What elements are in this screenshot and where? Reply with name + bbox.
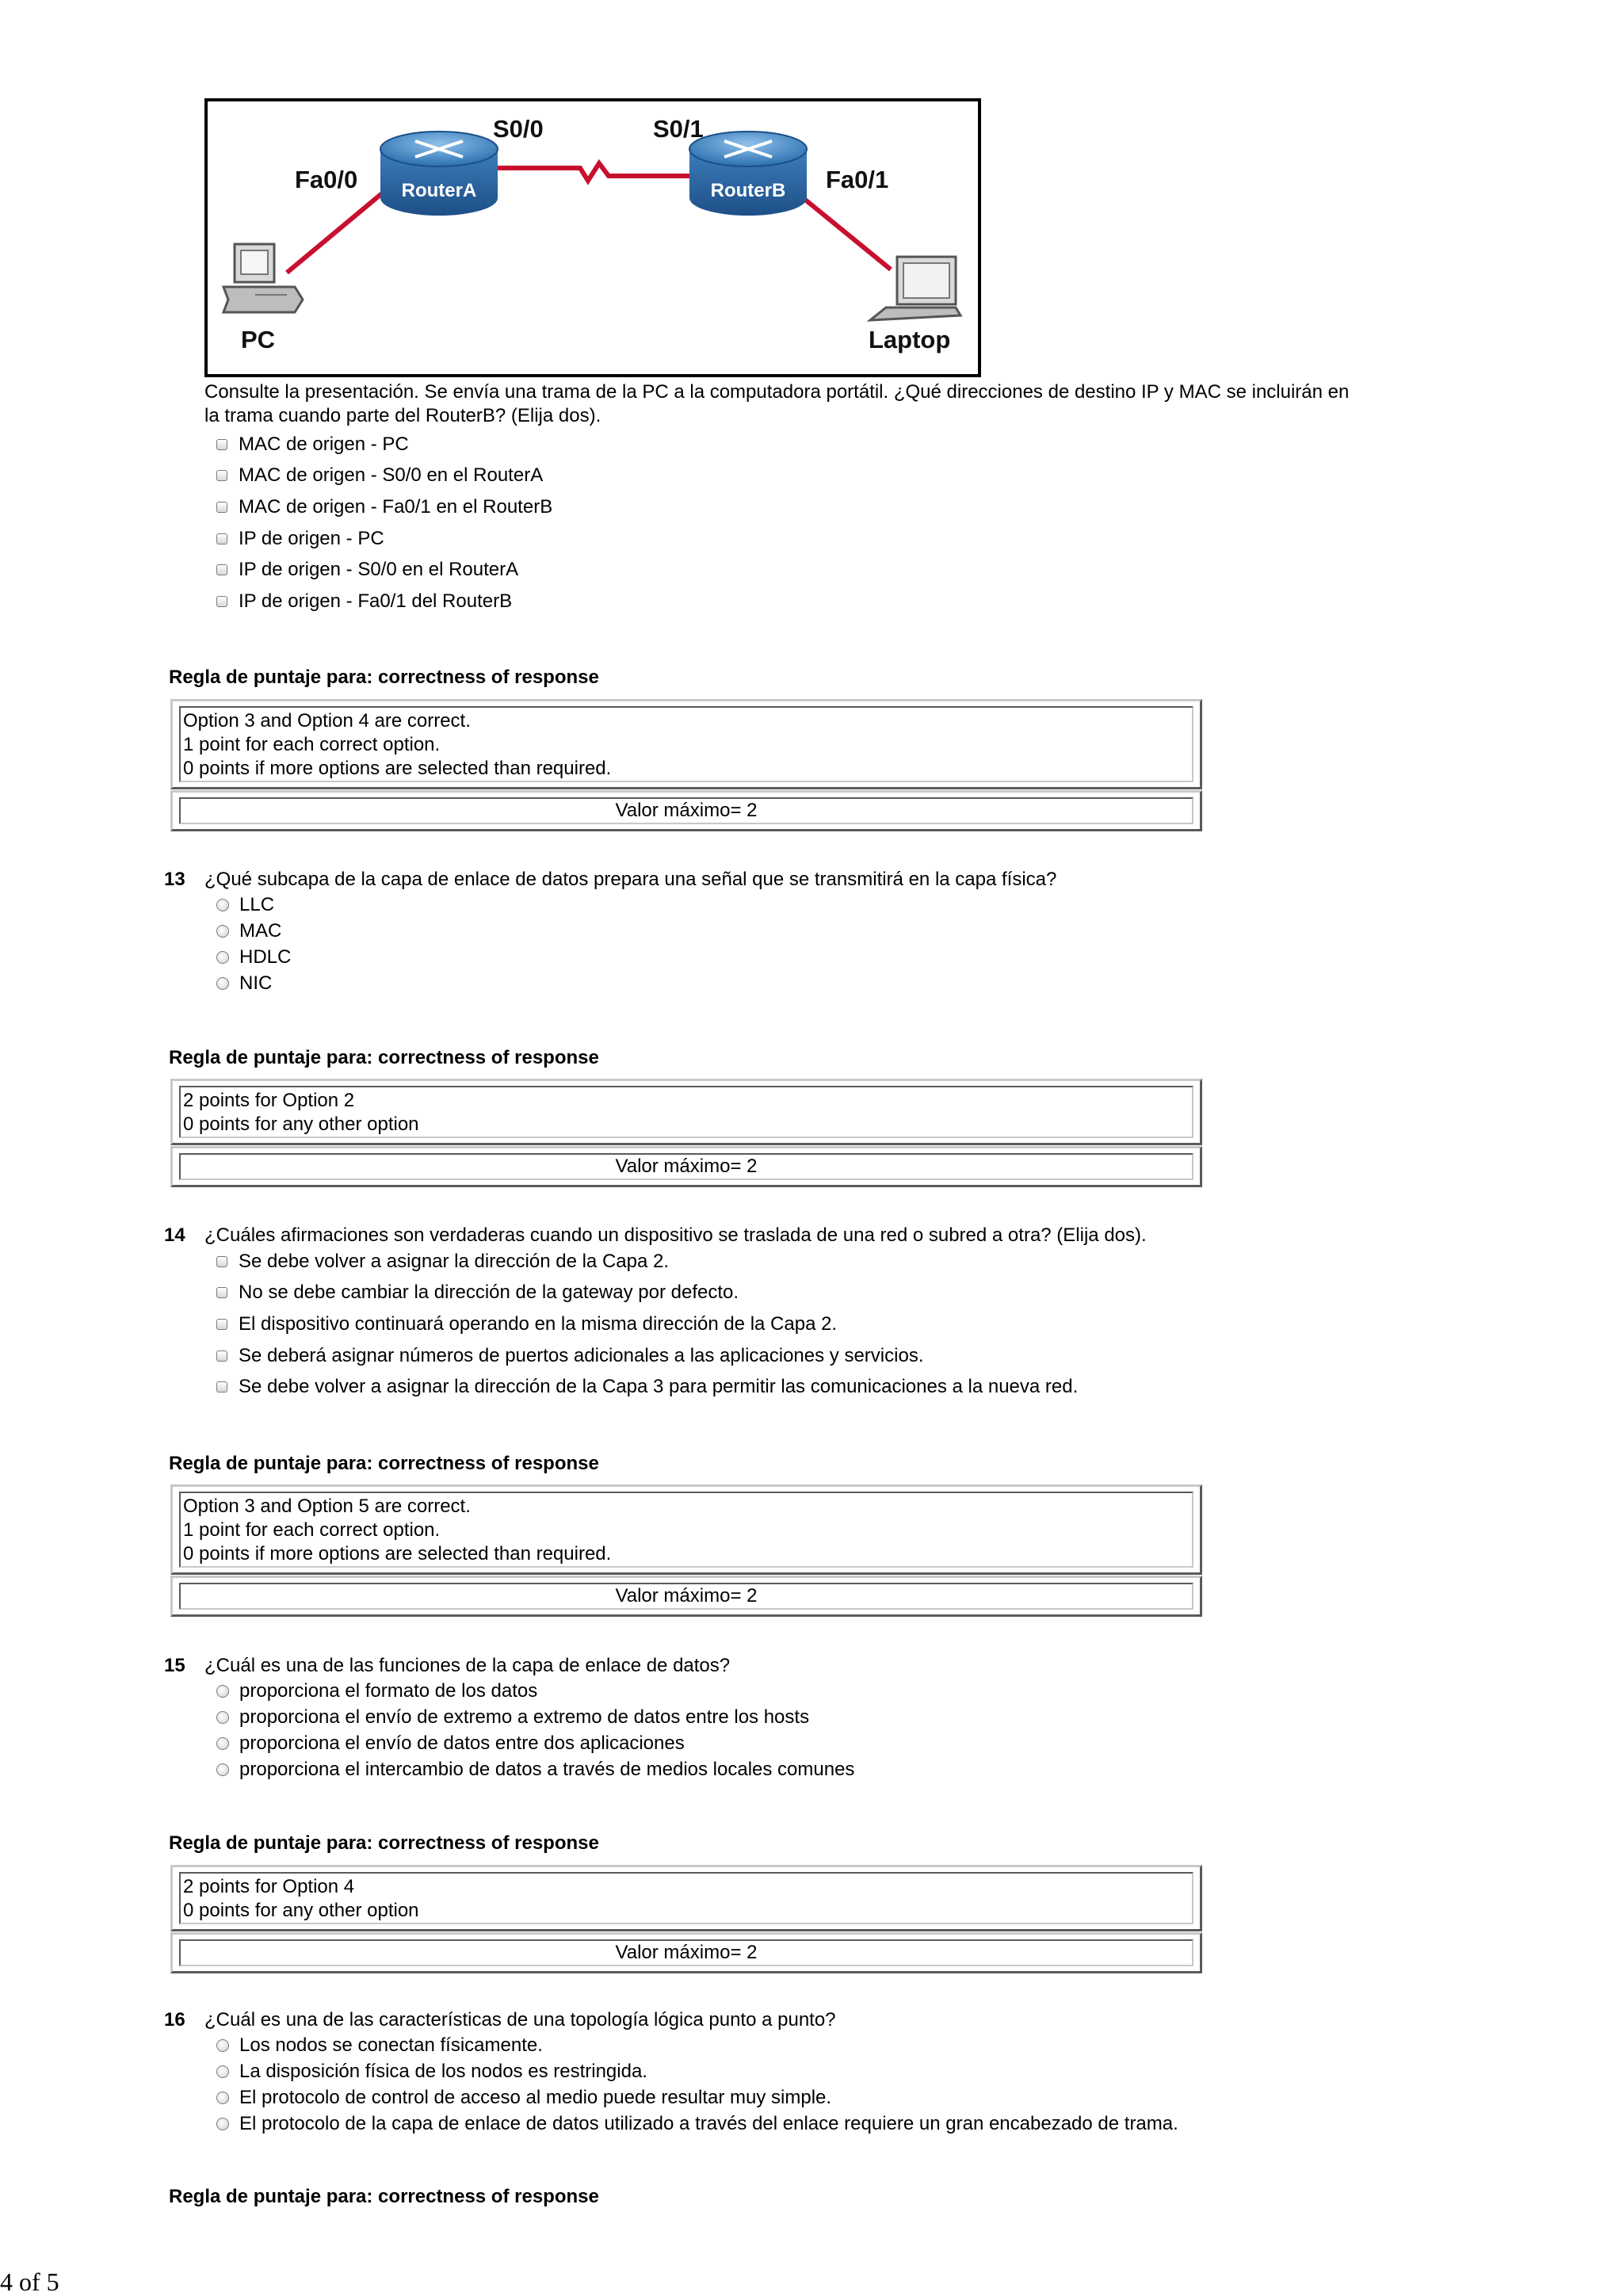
- q16-option-1[interactable]: Los nodos se conectan físicamente.: [216, 2032, 1178, 2058]
- q13-option-1[interactable]: LLC: [216, 892, 291, 918]
- q13-max-value-box: [170, 1146, 1202, 1187]
- fa00-label: Fa0/0: [295, 166, 358, 193]
- q16-option-2[interactable]: La disposición física de los nodos es restringida.: [216, 2058, 1178, 2084]
- question-12-text: Consulte la presentación. Se envía una trama de la PC a la computadora portátil. ¿Qué direcciones de destino IP y MAC se incluirán en la trama cuando parte del RouterB? (Elija dos).: [204, 381, 1350, 426]
- topology-drawing: [208, 101, 978, 374]
- serial-link-icon: [490, 163, 699, 181]
- q14-option-5[interactable]: Se debe volver a asignar la dirección de la Capa 3 para permitir las comunicaciones a la nueva red.: [216, 1371, 1078, 1403]
- q12-option-2[interactable]: MAC de origen - S0/0 en el RouterA: [216, 460, 552, 492]
- checkbox-icon[interactable]: [216, 1287, 227, 1298]
- question-13-options: [216, 892, 291, 996]
- radio-icon[interactable]: [216, 1763, 229, 1776]
- question-12-options: [216, 429, 552, 617]
- q13-option-4[interactable]: NIC: [216, 970, 291, 996]
- checkbox-icon[interactable]: [216, 1319, 227, 1330]
- router-a-icon: [380, 132, 498, 216]
- q16-scoring-rule-heading: Regla de puntaje para: correctness of response: [169, 2186, 599, 2207]
- q14-option-1[interactable]: Se debe volver a asignar la dirección de la Capa 2.: [216, 1246, 1078, 1278]
- q12-option-5[interactable]: IP de origen - S0/0 en el RouterA: [216, 554, 552, 586]
- page-number: 4 of 5: [0, 2267, 59, 2296]
- q16-option-3[interactable]: El protocolo de control de acceso al medio puede resultar muy simple.: [216, 2084, 1178, 2111]
- checkbox-icon[interactable]: [216, 1381, 227, 1392]
- q12-max-value-box: [170, 790, 1202, 831]
- q12-option-3[interactable]: MAC de origen - Fa0/1 en el RouterB: [216, 491, 552, 523]
- radio-icon[interactable]: [216, 2092, 229, 2104]
- q16-option-4[interactable]: El protocolo de la capa de enlace de datos utilizado a través del enlace requiere un gran encabezado de trama.: [216, 2111, 1178, 2137]
- q15-option-2[interactable]: proporciona el envío de extremo a extremo de datos entre los hosts: [216, 1704, 854, 1730]
- q14-option-3[interactable]: El dispositivo continuará operando en la misma dirección de la Capa 2.: [216, 1308, 1078, 1340]
- question-13-text: ¿Qué subcapa de la capa de enlace de datos prepara una señal que se transmitirá en la capa física?: [204, 869, 1057, 890]
- checkbox-icon[interactable]: [216, 1350, 227, 1362]
- radio-icon[interactable]: [216, 2039, 229, 2052]
- pc-icon: [223, 244, 303, 312]
- question-16-number: 16: [164, 2009, 185, 2030]
- s01-label: S0/1: [653, 115, 704, 143]
- radio-icon[interactable]: [216, 925, 229, 938]
- question-15-options: [216, 1678, 854, 1782]
- question-16-text: ¿Cuál es una de las características de una topología lógica punto a punto?: [204, 2009, 836, 2030]
- router-b-label: RouterB: [710, 180, 786, 201]
- router-b-icon: [689, 132, 807, 216]
- question-16-options: [216, 2032, 1178, 2137]
- question-14-text: ¿Cuáles afirmaciones son verdaderas cuando un dispositivo se traslada de una red o subred a otra? (Elija dos).: [204, 1224, 1147, 1246]
- radio-icon[interactable]: [216, 1737, 229, 1750]
- checkbox-icon[interactable]: [216, 564, 227, 575]
- question-15-text: ¿Cuál es una de las funciones de la capa de enlace de datos?: [204, 1655, 731, 1676]
- question-14-options: [216, 1246, 1078, 1403]
- q15-max-value: Valor máximo= 2: [615, 1942, 758, 1963]
- question-13-number: 13: [164, 869, 185, 890]
- checkbox-icon[interactable]: [216, 470, 227, 481]
- q15-option-1[interactable]: proporciona el formato de los datos: [216, 1678, 854, 1704]
- q12-option-4[interactable]: IP de origen - PC: [216, 523, 552, 555]
- router-a-label: RouterA: [401, 180, 477, 201]
- q15-scoring-rule-heading: Regla de puntaje para: correctness of response: [169, 1832, 599, 1854]
- q13-max-value: Valor máximo= 2: [615, 1156, 758, 1177]
- link-pc-routera: [287, 185, 391, 273]
- q15-option-4[interactable]: proporciona el intercambio de datos a través de medios locales comunes: [216, 1756, 854, 1782]
- checkbox-icon[interactable]: [216, 502, 227, 513]
- q13-option-3[interactable]: HDLC: [216, 944, 291, 970]
- q15-scoring-rule-box: 2 points for Option 4 0 points for any other option: [170, 1865, 1202, 1931]
- q13-option-2[interactable]: MAC: [216, 918, 291, 944]
- radio-icon[interactable]: [216, 977, 229, 990]
- q12-max-value: Valor máximo= 2: [615, 800, 758, 821]
- q14-max-value: Valor máximo= 2: [615, 1585, 758, 1606]
- q12-scoring-rule-box: Option 3 and Option 4 are correct. 1 point for each correct option. 0 points if more options are selected than required.: [170, 699, 1202, 789]
- q14-scoring-rule-heading: Regla de puntaje para: correctness of response: [169, 1453, 599, 1474]
- q14-option-4[interactable]: Se deberá asignar números de puertos adicionales a las aplicaciones y servicios.: [216, 1340, 1078, 1372]
- radio-icon[interactable]: [216, 1711, 229, 1724]
- checkbox-icon[interactable]: [216, 596, 227, 607]
- q15-max-value-box: [170, 1932, 1202, 1973]
- radio-icon[interactable]: [216, 2065, 229, 2078]
- q13-scoring-rule-heading: Regla de puntaje para: correctness of response: [169, 1047, 599, 1068]
- radio-icon[interactable]: [216, 1685, 229, 1698]
- fa01-label: Fa0/1: [826, 166, 889, 193]
- laptop-label: Laptop: [869, 326, 951, 353]
- radio-icon[interactable]: [216, 899, 229, 911]
- q13-scoring-rule-box: 2 points for Option 2 0 points for any other option: [170, 1079, 1202, 1145]
- q12-option-1[interactable]: MAC de origen - PC: [216, 429, 552, 460]
- pc-label: PC: [241, 326, 276, 353]
- network-diagram: [204, 98, 981, 377]
- q14-option-2[interactable]: No se debe cambiar la dirección de la gateway por defecto.: [216, 1278, 1078, 1309]
- radio-icon[interactable]: [216, 2118, 229, 2130]
- question-15-number: 15: [164, 1655, 185, 1676]
- q12-option-6[interactable]: IP de origen - Fa0/1 del RouterB: [216, 586, 552, 617]
- checkbox-icon[interactable]: [216, 439, 227, 450]
- checkbox-icon[interactable]: [216, 533, 227, 544]
- checkbox-icon[interactable]: [216, 1256, 227, 1267]
- q15-option-3[interactable]: proporciona el envío de datos entre dos aplicaciones: [216, 1730, 854, 1756]
- s00-label: S0/0: [493, 115, 544, 143]
- q14-scoring-rule-box: Option 3 and Option 5 are correct. 1 point for each correct option. 0 points if more options are selected than required.: [170, 1484, 1202, 1575]
- q12-scoring-rule-heading: Regla de puntaje para: correctness of response: [169, 667, 599, 688]
- radio-icon[interactable]: [216, 951, 229, 964]
- question-14-number: 14: [164, 1224, 185, 1246]
- q14-max-value-box: [170, 1576, 1202, 1617]
